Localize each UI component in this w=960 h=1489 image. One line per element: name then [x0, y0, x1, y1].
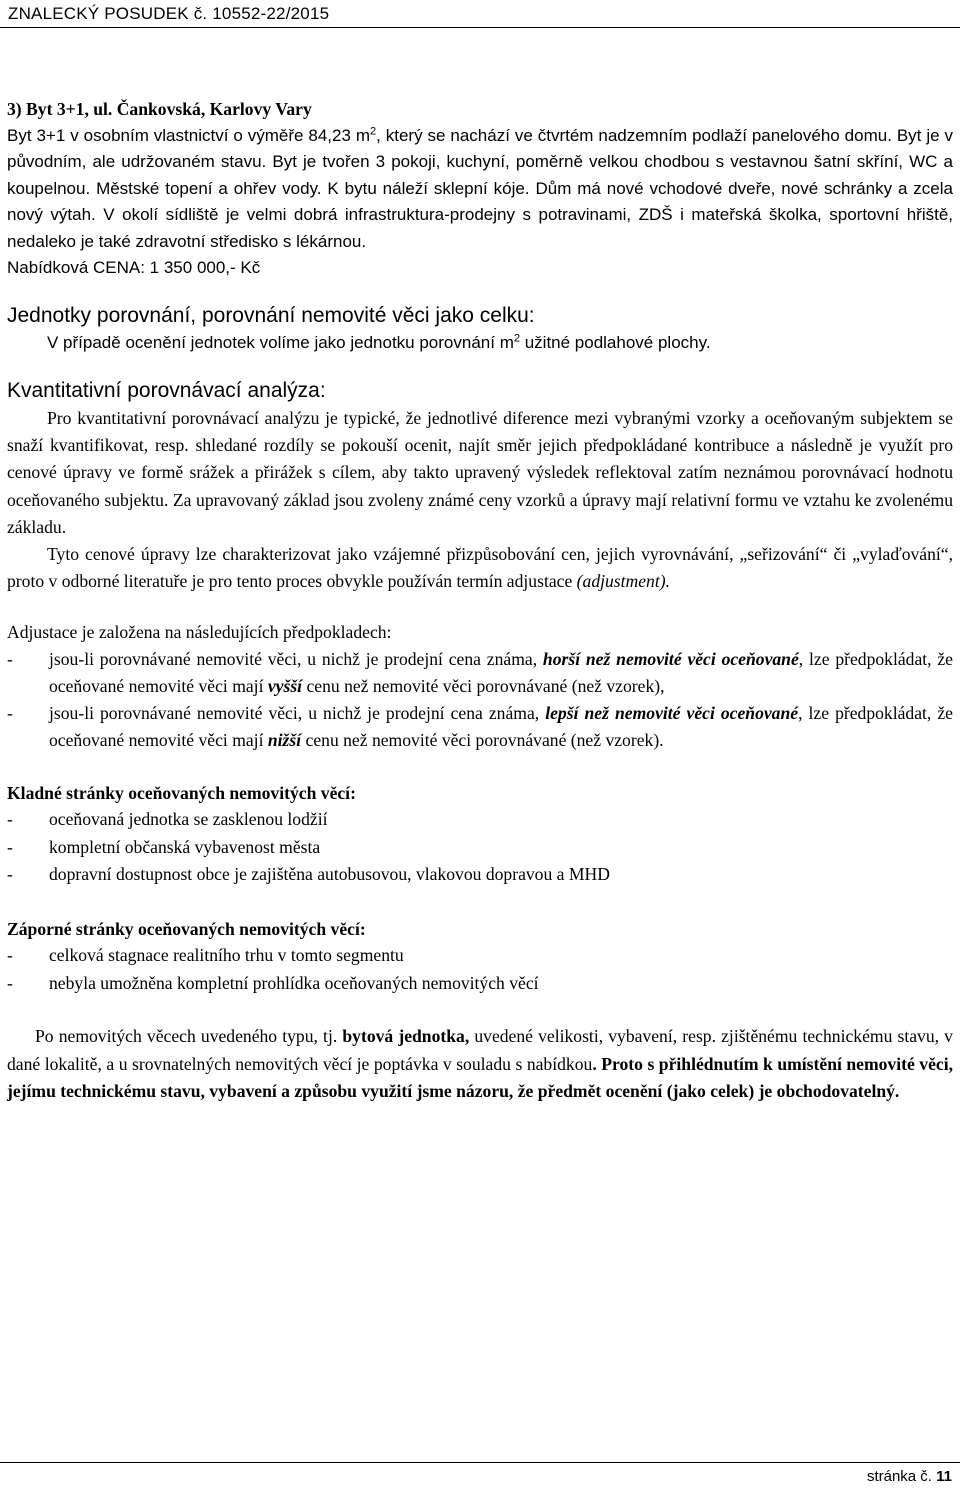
- offer-price: Nabídková CENA: 1 350 000,- Kč: [7, 258, 261, 277]
- quant-p2-text: Tyto cenové úpravy lze charakterizovat jako vzájemné přizpůsobování cen, jejich vyrovnávání, „seřizování“ či „vylaďování“, proto v odborné literatuře je pro tento proces obvykle používán termín adjustace: [7, 544, 953, 592]
- dash-bullet: -: [7, 809, 13, 830]
- list-item: - nebyla umožněna kompletní prohlídka oceňovaných nemovitých věcí: [7, 970, 953, 998]
- conclusion-paragraph: Po nemovitých věcech uvedeného typu, tj. bytová jednotka, uvedené velikosti, vybavení, resp. zjištěnému technickému stavu, v dané lokalitě, a u srovnatelných nemovitých věcí je poptávka v souladu s nabídkou. Proto s přihlédnutím k umístění nemovité věci, jejímu technickému stavu, vybavení a způsobu využití jsme názoru, že předmět ocenění (jako celek) je obchodovatelný.: [7, 1026, 954, 1101]
- positives-heading: Kladné stránky oceňovaných nemovitých věcí:: [7, 782, 356, 803]
- quant-heading: Kvantitativní porovnávací analýza:: [7, 379, 326, 402]
- quant-p2-term: (adjustment).: [576, 571, 671, 592]
- units-text: [7, 330, 953, 357]
- dash-bullet: -: [7, 836, 13, 857]
- dash-bullet: -: [7, 648, 13, 669]
- footer-rule: [0, 1462, 960, 1463]
- dash-bullet: -: [7, 972, 13, 993]
- units-heading: Jednotky porovnání, porovnání nemovité věci jako celku:: [7, 303, 535, 327]
- list-item: - dopravní dostupnost obce je zajištěna autobusovou, vlakovou dopravou a MHD: [7, 861, 953, 889]
- superscript: 2: [513, 331, 520, 344]
- page-header: [0, 0, 960, 30]
- negatives-heading: Záporné stránky oceňovaných nemovitých věcí:: [7, 918, 366, 939]
- positives-list: [7, 806, 953, 889]
- page-number: 11: [936, 1468, 952, 1485]
- negatives-list: [7, 942, 953, 997]
- adjust-intro: Adjustace je založena na následujících předpokladech:: [7, 622, 392, 643]
- dash-bullet: -: [7, 945, 13, 966]
- description-text: Byt 3+1 v osobním vlastnictví o výměře 84,23 m: [7, 125, 370, 145]
- dash-bullet: -: [7, 864, 13, 885]
- list-item: - oceňovaná jednotka se zasklenou lodžií: [7, 806, 953, 834]
- list-item: - celková stagnace realitního trhu v tomto segmentu: [7, 942, 953, 970]
- description-text-cont: , který se nachází ve čtvrtém nadzemním podlaží panelového domu. Byt je v původním, ale udržovaném stavu. Byt je tvořen 3 pokoji, kuchyní, poměrně velkou chodbou s vestavnou šatní skříní, WC a koupelnou. Městské topení a ohřev vody. K bytu náleží sklepní kóje. Dům má nové vchodové dveře, nové schránky a zcela nový výtah. V okolí sídliště je velmi dobrá infrastruktura-prodejny s potravinami, ZDŠ i mateřská školka, sportovní hřiště, nedaleko je také zdravotní středisko s lékárnou.: [7, 125, 953, 251]
- dash-bullet: -: [7, 702, 13, 723]
- property-description: [7, 123, 953, 256]
- units-text-a: V případě ocenění jednotek volíme jako jednotku porovnání m: [47, 332, 514, 352]
- page-footer: [0, 1462, 960, 1489]
- list-item: - kompletní občanská vybavenost města: [7, 834, 953, 862]
- units-text-b: užitné podlahové plochy.: [519, 332, 711, 352]
- quant-paragraph-1: Pro kvantitativní porovnávací analýzu je typické, že jednotlivé diference mezi vybranými vzorky a oceňovaným subjektem se snaží kvantifikovat, resp. shledané rozdíly se pokouší ocenit, najít směr jejich předpokládané kontribuce a následně je využít pro cenové úpravy ve formě srážek a přirážek s cílem, aby takto upravený výsledek reflektoval zatím neznámou porovnávací hodnotu oceňovaného subjektu. Za upravovaný základ jsou zvoleny známé ceny vzorků a úpravy mají relativní formu ve vztahu ke zvolenému základu.: [7, 408, 953, 537]
- header-rule: [0, 27, 960, 28]
- page-content: [7, 96, 953, 1105]
- quant-paragraph-2: [7, 541, 953, 595]
- list-item: - jsou-li porovnávané nemovité věci, u nichž je prodejní cena známa, lepší než nemovité věci oceňované, lze předpokládat, že oceňované nemovité věci mají nižší cenu než nemovité věci porovnávané (než vzorek).: [7, 700, 953, 754]
- list-item: - jsou-li porovnávané nemovité věci, u nichž je prodejní cena známa, horší než nemovité věci oceňované, lze předpokládat, že oceňované nemovité věci mají vyšší cenu než nemovité věci porovnávané (než vzorek),: [7, 646, 953, 700]
- page-number-label: stránka č. 11: [866, 1468, 952, 1485]
- adjust-list: [7, 646, 953, 754]
- section-title: 3) Byt 3+1, ul. Čankovská, Karlovy Vary: [7, 99, 312, 119]
- superscript: 2: [369, 124, 377, 137]
- document-title: ZNALECKÝ POSUDEK č. 10552-22/2015: [8, 4, 330, 23]
